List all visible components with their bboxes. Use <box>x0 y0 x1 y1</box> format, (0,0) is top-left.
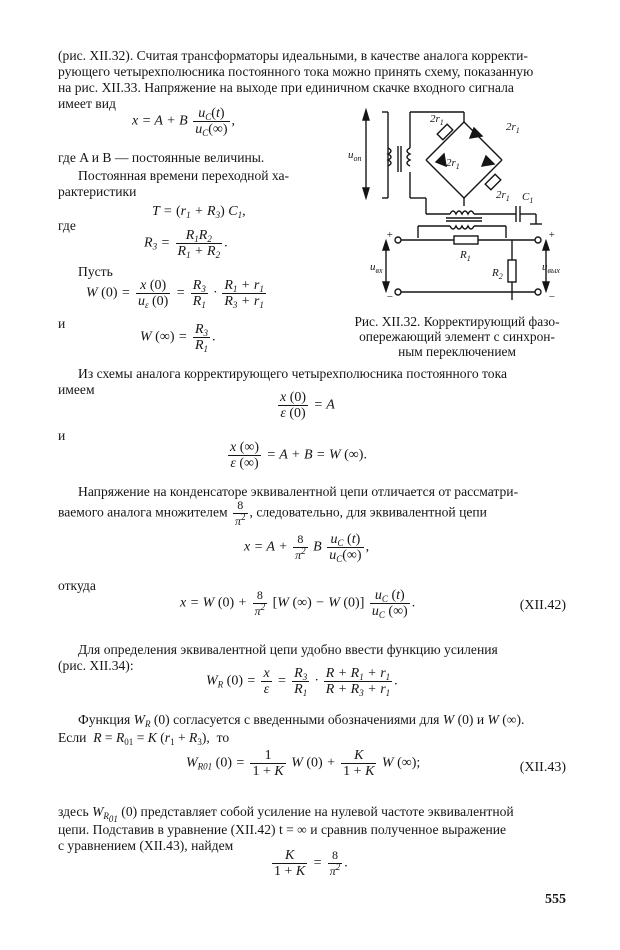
text-line: здесь $W_{R_{01}}$ (0) представляет собой усиление на нулевой частоте эквивалентной <box>58 804 514 824</box>
label-2r1-bottom: $2r_1$ <box>496 189 510 203</box>
text-line: ваемого аналога множителем $\frac{8}{\pi^2}$ , следовательно, для эквивалентной цепи <box>58 498 487 528</box>
formula-time-constant: $T = (r_1 + R_3)$ $C_1$, <box>152 204 246 220</box>
label-r1: $R_1$ <box>460 249 471 263</box>
label-minus-right: − <box>548 291 556 303</box>
text-line: с уравнением (XII.43), найдем <box>58 838 234 853</box>
text-line: Из схемы аналога корректирующего четырехполюсника постоянного тока <box>78 366 507 381</box>
text-line: на рис. XII.33. Напряжение на выходе при единичном скачке входного сигнала <box>58 80 514 95</box>
text-line: откуда <box>58 578 96 593</box>
label-2r1-right: $2r_1$ <box>506 121 520 135</box>
formula-winf: W (∞) = $\frac{R_3}{R_1}$ . <box>140 322 216 354</box>
label-u-vyx: $u_{вых}$ <box>542 261 560 275</box>
formula-w0: W (0) = $\frac{x (0)}{u_\varepsilon (0)}$ = $\frac{R_3}{R_1}$ · $\frac{R_1 + r_1}{R_3 + r_1}$ <box>86 278 264 310</box>
formula-k: $\frac{K}{1 + K}$ = $\frac{8}{\pi^2}$ . <box>274 848 348 879</box>
text-line: Напряжение на конденсаторе эквивалентной цепи отличается от рассматри- <box>78 484 519 499</box>
formula-wr0: $W_R$ (0) = $\frac{x}{\varepsilon}$ = $\frac{R_3}{R_1}$ · $\frac{R + R_1 + r_1}{R + R_3 + r_1}$ . <box>206 666 398 698</box>
label-u-vx: $u_{вх}$ <box>370 261 383 275</box>
text-line: Постоянная времени переходной ха- <box>78 168 290 183</box>
equation-number: (XII.43) <box>519 760 566 775</box>
text-line: Для определения эквивалентной цепи удобно ввести функцию усиления <box>78 642 498 657</box>
page-number: 555 <box>545 892 566 907</box>
formula-output: x = A + B $\frac{u_C(t)}{u_C(\infty)}$ , <box>132 106 236 138</box>
formula-xii42: x = W (0) + $\frac{8}{\pi^2}$ [W (∞) − W (0)] $\frac{u_C (t)}{u_C (\infty)}$ . <box>180 588 416 620</box>
formula-r3: $R_3$ = $\frac{R_1R_2}{R_1 + R_2}$ . <box>144 228 228 260</box>
circuit-diagram <box>346 100 568 306</box>
text-line: (рис. XII.34): <box>58 658 134 673</box>
text-line: (рис. XII.32). Считая трансформаторы идеальными, в качестве аналога корректи- <box>58 48 528 63</box>
text-line: имеет вид <box>58 96 116 111</box>
text-line: где <box>58 218 76 233</box>
figure-caption: Рис. XII.32. Корректирующий фазо- опережающий элемент с синхрон- ным переключением <box>354 314 560 359</box>
text-line: где A и B — постоянные величины. <box>58 150 265 165</box>
label-minus-left: − <box>386 291 394 303</box>
formula-xinf: $\frac{x (\infty)}{\varepsilon (\infty)}$ = A + B = W (∞). <box>230 440 367 471</box>
formula-x0-eps0: $\frac{x (0)}{\varepsilon (0)}$ = A <box>280 390 335 421</box>
label-plus-left: + <box>386 229 394 241</box>
text-line: имеем <box>58 382 95 397</box>
text-line: Если $R = R_{01} = K$ $(r_1 + R_3)$, то <box>58 730 230 747</box>
label-r2: $R_2$ <box>492 267 503 281</box>
formula-equiv: x = A + $\frac{8}{\pi^2}$ B $\frac{u_C (t)}{u_C(\infty)}$ , <box>244 532 370 564</box>
label-2r1-top: $2r_1$ <box>430 113 444 127</box>
label-u-op: $u_{оп}$ <box>348 149 362 163</box>
text-line: Функция $W_R$ (0) согласуется с введенными обозначениями для W (0) и W (∞). <box>78 712 525 729</box>
formula-xii43: $W_{R01}$ (0) = $\frac{1}{1 + K}$ W (0) + $\frac{K}{1 + K}$ W (∞); <box>186 748 421 779</box>
text-line: и <box>58 428 66 443</box>
label-2r1-mid: $2r_1$ <box>446 157 460 171</box>
label-c1: $C_1$ <box>522 191 534 205</box>
text-line: цепи. Подставив в уравнение (XII.42) t = ∞ и сравнив полученное выражение <box>58 822 507 837</box>
text-line: и <box>58 316 66 331</box>
text-line: Пусть <box>78 264 113 279</box>
text-line: рактеристики <box>58 184 137 199</box>
text-line: рующего четырехполюсника постоянного тока можно принять схему, показанную <box>58 64 534 79</box>
label-plus-right: + <box>548 229 556 241</box>
equation-number: (XII.42) <box>519 598 566 613</box>
